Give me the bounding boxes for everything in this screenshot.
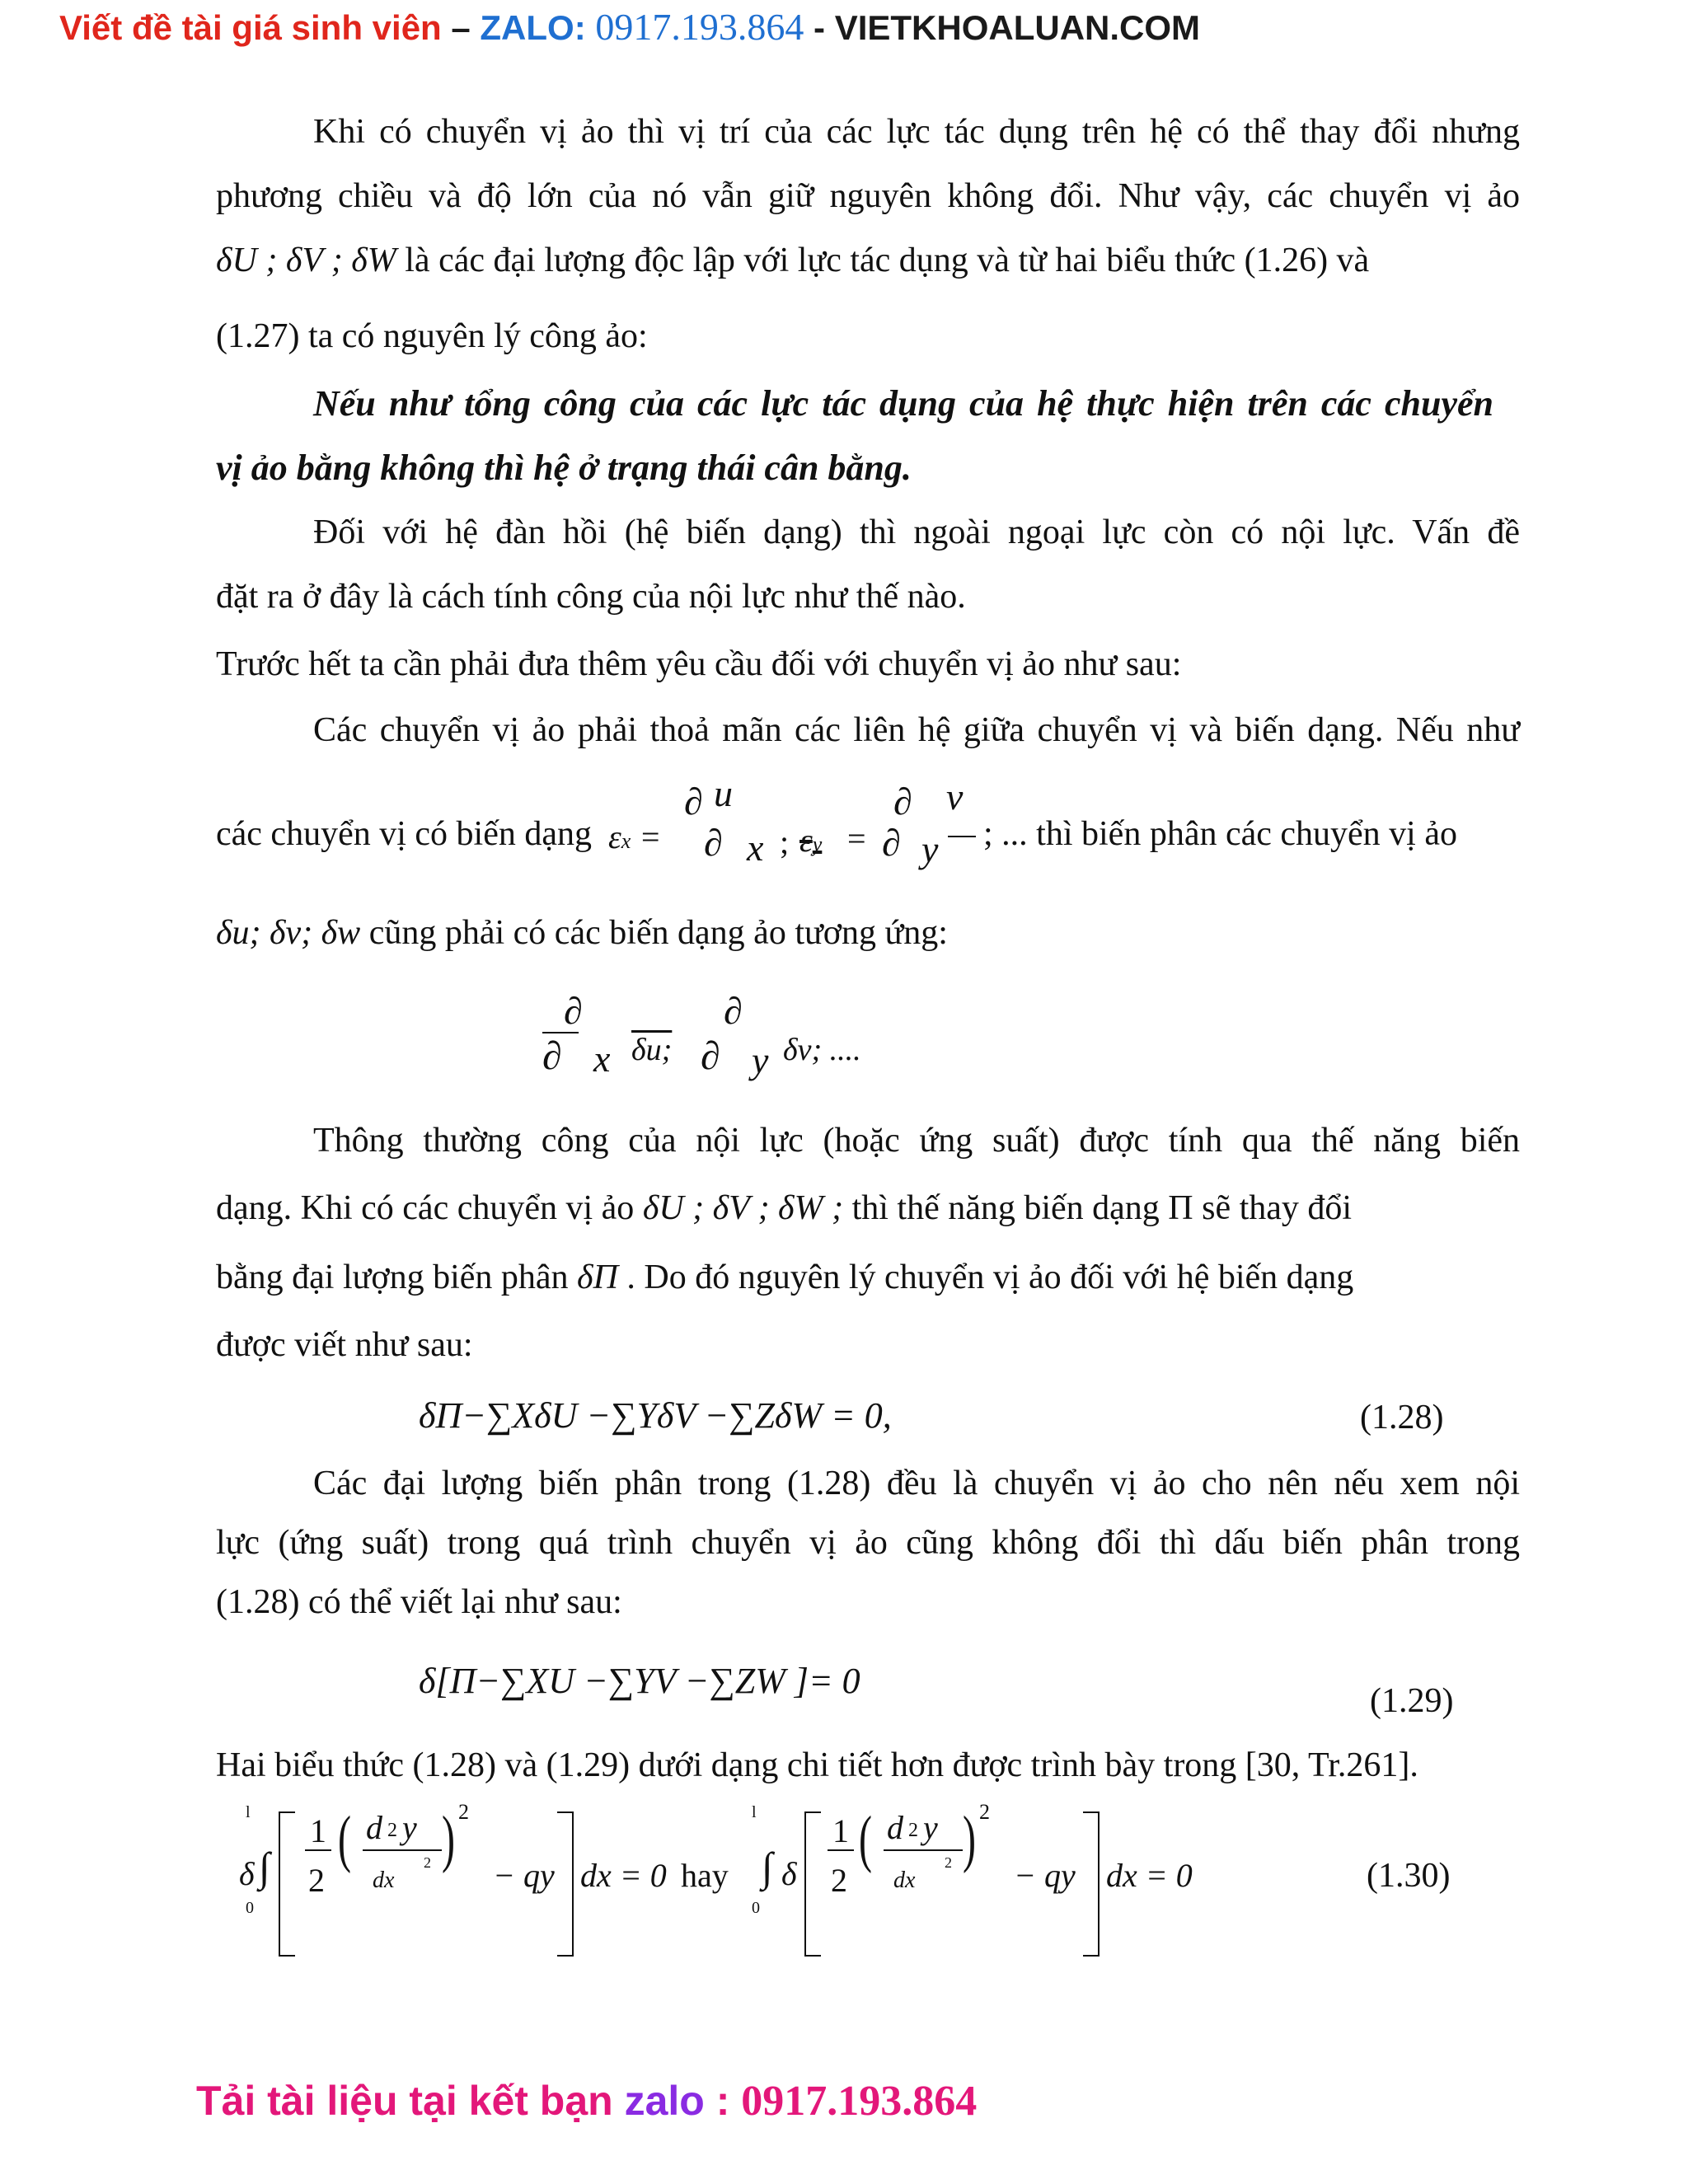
equation-1-28-number: (1.28) [1360,1399,1444,1436]
watermark-header [59,5,1200,49]
paragraph-7-line-2-start: dạng. Khi có các chuyển vị ảo [216,1189,635,1227]
paragraph-5-line-2-end: ; ... thì biến phân các chuyển vị ảo [983,815,1457,853]
paragraph-7-line-1: Thông thường công của nội lực (hoặc ứng suất) được tính qua thế năng biến [313,1122,1520,1160]
paragraph-6 [216,913,948,953]
paragraph-5-line-1: Các chuyển vị ảo phải thoả mãn các liên hệ giữa chuyển vị và biến dạng. Nếu như [313,711,1520,749]
principle-line-1: Nếu như tổng công của các lực tác dụng của hệ thực hiện trên các chuyển [313,383,1493,424]
principle-line-2: vị ảo bằng không thì hệ ở trạng thái cân bằng. [216,448,912,488]
virtual-strain-formula: ∂ ∂ x δu; ∂ ∂ y δv; .... [542,990,861,1081]
virtual-displacement-lowercase: δu; δv; δw [216,914,361,952]
header-dash: – [441,8,481,47]
footer-text: Tải tài liệu tại kết bạn [196,2078,625,2124]
paragraph-9: Hai biểu thức (1.28) và (1.29) dưới dạng chi tiết hơn được trình bày trong [30, Tr.261]. [216,1746,1418,1784]
virtual-displacement-symbols-2: δU ; δV ; δW ; [642,1189,844,1227]
paragraph-8-line-1: Các đại lượng biến phân trong (1.28) đều là chuyển vị ảo cho nên nếu xem nội [313,1465,1520,1502]
strain-formula: εx = ∂ u ∂ x ; εy = ∂ v ∂ y [608,783,1037,874]
footer-phone: 0917.193.864 [741,2078,978,2125]
watermark-footer [196,2077,977,2125]
header-zalo-label: ZALO: [480,8,596,47]
paragraph-3-line-1: Đối với hệ đàn hồi (hệ biến dạng) thì ngoài ngoại lực còn có nội lực. Vấn đề [313,513,1520,551]
footer-zalo: zalo [624,2078,705,2124]
equation-1-28: δΠ−∑XδU −∑YδV −∑ZδW = 0, [419,1395,892,1436]
paragraph-8-line-3: (1.28) có thể viết lại như sau: [216,1583,622,1621]
paragraph-6-text: cũng phải có các biến dạng ảo tương ứng: [360,914,948,952]
header-phone: 0917.193.864 [595,6,804,48]
paragraph-7-line-2-end: thì thế năng biến dạng Π sẽ thay đổi [851,1189,1353,1227]
paragraph-3-line-2: đặt ra ở đây là cách tính công của nội lực như thế nào. [216,578,966,616]
paragraph-7-line-3-end: . Do đó nguyên lý chuyển vị ảo đối với hệ biến dạng [626,1258,1354,1296]
paragraph-8-line-2: lực (ứng suất) trong quá trình chuyển vị ảo cũng không đổi thì dấu biến phân trong [216,1524,1520,1562]
header-title: Viết đề tài giá sinh viên [59,8,442,47]
paragraph-1-line-2: phương chiều và độ lớn của nó vẫn giữ nguyên không đổi. Như vậy, các chuyển vị ảo [216,177,1520,215]
virtual-displacement-symbols: δU ; δV ; δW [216,241,396,279]
paragraph-7-line-2 [216,1188,1352,1228]
paragraph-5-line-2-start: các chuyển vị có biến dạng [216,815,592,853]
paragraph-1-line-3 [216,241,1369,280]
paragraph-1-line-3-text: là các đại lượng độc lập với lực tác dụng và từ hai biểu thức (1.26) và [396,241,1370,279]
variation-potential-energy: δΠ [577,1258,618,1296]
footer-colon: : [704,2078,742,2124]
paragraph-4: Trước hết ta cần phải đưa thêm yêu cầu đối với chuyển vị ảo như sau: [216,645,1182,683]
paragraph-1-line-1: Khi có chuyển vị ảo thì vị trí của các lực tác dụng trên hệ có thể thay đổi nhưng [313,113,1520,151]
equation-1-30: l δ ∫ 0 1 2 ( d 2 y dx 2 ) 2 − qy dx = 0 hay l ∫ δ 0 1 2 ( d 2 y dx 2 ) 2 − qy dx = 0 [231,1797,1484,1978]
paragraph-7-line-3-start: bằng đại lượng biến phân [216,1258,569,1296]
header-dash-2: - [804,8,835,47]
header-site: VIETKHOALUAN.COM [834,8,1201,47]
paragraph-1-line-4: (1.27) ta có nguyên lý công ảo: [216,317,648,355]
equation-1-29: δ[Π−∑XU −∑YV −∑ZW ]= 0 [419,1661,860,1701]
equation-1-30-hay: hay [681,1857,729,1894]
paragraph-7-line-3 [216,1258,1353,1297]
equation-1-29-number: (1.29) [1370,1682,1454,1720]
paragraph-7-line-4: được viết như sau: [216,1326,473,1364]
equation-1-30-number: (1.30) [1367,1857,1451,1895]
